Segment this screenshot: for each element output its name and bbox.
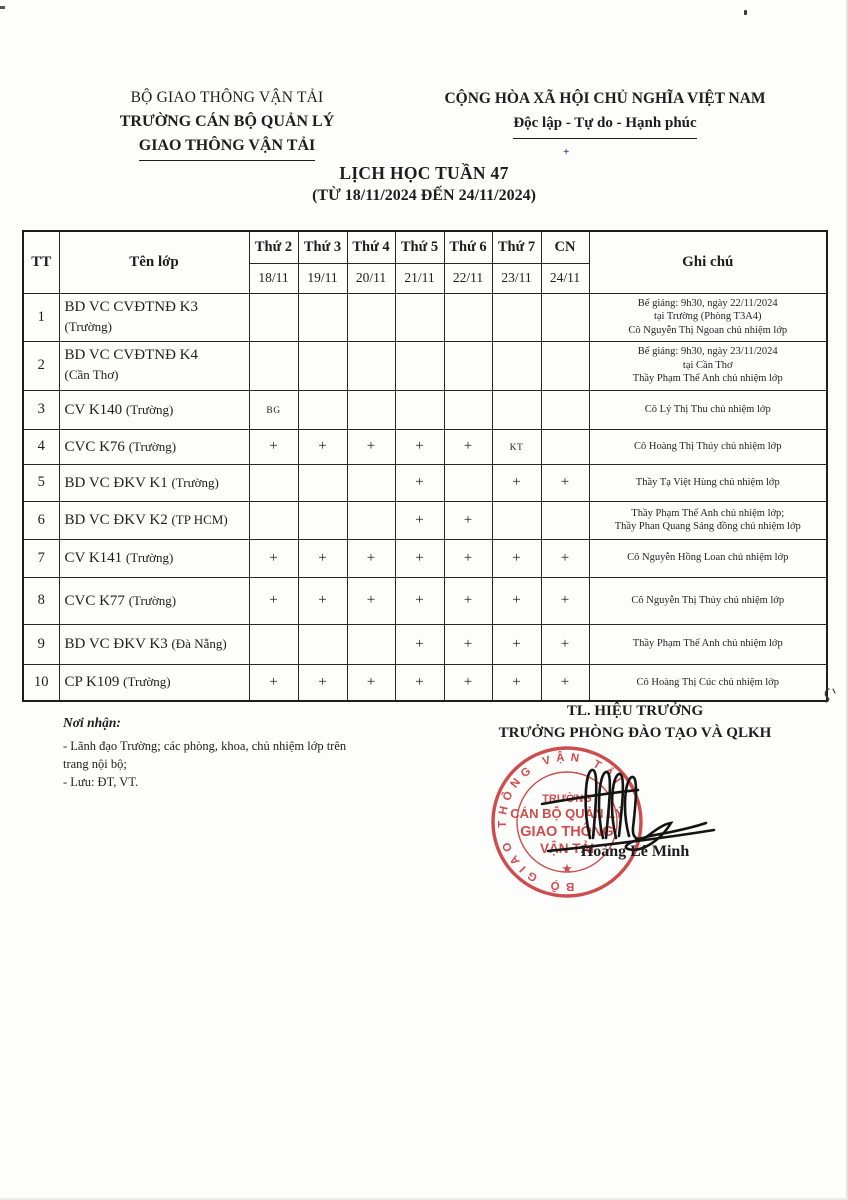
col-header-note: Ghi chú [589,231,827,293]
col-date-mon: 18/11 [249,263,298,293]
class-location: (Trường) [64,318,112,334]
day-cell: + [395,577,444,624]
handwritten-signature [538,752,718,857]
order-cell: 6 [23,501,59,539]
order-cell: 1 [23,293,59,341]
note-line: Thầy Phạm Thế Anh chủ nhiệm lớp [632,638,783,650]
day-cell [541,341,589,390]
note-line: Cô Hoàng Thị Cúc chủ nhiệm lớp [636,676,779,688]
day-cell: + [395,429,444,464]
day-cell: BG [249,390,298,429]
col-header-class: Tên lớp [59,231,249,293]
day-cell [347,464,395,501]
schedule-row [23,664,827,701]
day-cell [298,464,347,501]
col-date-wed: 20/11 [347,263,395,293]
day-cell: + [298,429,347,464]
col-header-day-sat: Thứ 7 [492,231,541,263]
class-location: (Trường) [123,674,171,690]
day-cell: + [347,429,395,464]
col-date-tue: 19/11 [298,263,347,293]
day-cell [395,341,444,390]
class-code: CV K141 [64,550,123,566]
order-cell: 3 [23,390,59,429]
note-line: Cô Lý Thị Thu chủ nhiệm lớp [644,403,771,415]
day-cell: + [444,429,492,464]
order-cell: 10 [23,664,59,701]
col-header-day-wed: Thứ 4 [347,231,395,263]
recipients-block [63,715,393,791]
order-cell: 5 [23,464,59,501]
day-cell: + [395,539,444,577]
note-line: Cô Nguyễn Thị Thủy chủ nhiệm lớp [631,594,785,606]
recipients-line: - Lưu: ĐT, VT. [63,775,139,789]
day-cell [347,501,395,539]
day-cell: + [492,624,541,664]
title-line2: (TỪ 18/11/2024 ĐẾN 24/11/2024) [312,187,536,204]
document-title [0,163,848,205]
day-cell [444,293,492,341]
order-cell: 4 [23,429,59,464]
day-cell [492,501,541,539]
class-name-cell [59,539,249,577]
sign-title-line1: TL. HIỆU TRƯỞNG [566,703,704,719]
day-cell: + [541,539,589,577]
class-location: (TP HCM) [171,512,228,527]
schedule-row [23,390,827,429]
day-cell [249,501,298,539]
note-cell [589,624,827,664]
class-code: BD VC CVĐTNĐ K4 [64,347,198,363]
day-cell: + [249,429,298,464]
day-cell [444,341,492,390]
day-cell [492,390,541,429]
day-cell: + [395,464,444,501]
day-cell: + [492,577,541,624]
class-name-cell [59,577,249,624]
day-cell: + [395,501,444,539]
stamp-center-line1: TRƯỜNG [542,793,592,805]
schedule-row [23,341,827,390]
schedule-table [22,230,828,702]
day-cell [249,293,298,341]
class-location: (Trường) [128,438,177,454]
class-location: (Cần Thơ) [64,367,119,382]
schedule-row [23,464,827,501]
class-code: CV K140 [64,401,123,418]
schedule-row [23,293,827,341]
org-school-line2: GIAO THÔNG VẬN TẢI [58,134,396,161]
day-cell [347,624,395,664]
note-line: Cô Nguyễn Hồng Loan chủ nhiệm lớp [627,552,789,564]
national-title: CỘNG HÒA XÃ HỘI CHỦ NGHĨA VIỆT NAM [444,90,766,107]
org-school-line1: TRƯỜNG CÁN BỘ QUẢN LÝ [119,113,335,130]
day-cell: + [444,539,492,577]
note-cell [589,539,827,577]
class-code: BD VC ĐKV K2 [64,512,168,528]
class-location: (Trường) [125,401,174,417]
col-date-fri: 22/11 [444,263,492,293]
org-ministry: BỘ GIAO THÔNG VẬN TẢI [130,89,324,106]
day-cell [347,293,395,341]
col-header-day-tue: Thứ 3 [298,231,347,263]
day-cell [298,501,347,539]
day-cell [492,341,541,390]
day-cell: + [444,577,492,624]
day-cell: + [249,539,298,577]
day-cell: + [541,464,589,501]
day-cell [492,293,541,341]
day-cell: + [541,624,589,664]
recipients-line: trang nội bộ; [63,757,127,771]
stamp-center-line4: VẬN TẢI [540,841,594,856]
day-cell: + [492,664,541,701]
note-cell [589,293,827,341]
day-cell: + [249,577,298,624]
note-line: tại Trường (Phòng T3A4) [653,311,762,323]
note-cell [589,390,827,429]
schedule-row [23,624,827,664]
class-name-cell [59,501,249,539]
class-location: (Đà Nẵng) [171,636,227,651]
day-cell: + [395,664,444,701]
class-code: BD VC CVĐTNĐ K3 [64,298,198,315]
day-cell: + [298,539,347,577]
signature-title-block [440,703,830,742]
note-cell [589,577,827,624]
day-cell: + [298,664,347,701]
class-name-cell [59,390,249,429]
note-line: Bế giảng: 9h30, ngày 23/11/2024 [637,346,778,358]
day-cell: KT [492,429,541,464]
day-cell: + [347,664,395,701]
issuing-org-block [58,86,396,161]
day-cell: + [444,501,492,539]
col-header-day-fri: Thứ 6 [444,231,492,263]
day-cell [444,390,492,429]
class-location: (Trường) [171,474,219,490]
stamp-star-icon: ★ [561,861,573,876]
order-cell: 9 [23,624,59,664]
recipients-label: Nơi nhận: [63,715,121,730]
class-name-cell [59,429,249,464]
national-motto: Độc lập - Tự do - Hạnh phúc [415,111,795,139]
day-cell [541,501,589,539]
title-line1: LỊCH HỌC TUẦN 47 [339,163,509,183]
col-date-thu: 21/11 [395,263,444,293]
day-cell [298,293,347,341]
day-cell: + [492,539,541,577]
scan-speck [0,6,5,9]
day-cell [347,341,395,390]
schedule-row [23,577,827,624]
class-name-cell [59,341,249,390]
day-cell: + [395,624,444,664]
day-cell: + [347,577,395,624]
pen-mark: + [563,146,570,158]
day-cell [298,624,347,664]
day-cell [541,429,589,464]
note-line: Thầy Phạm Thế Anh chủ nhiệm lớp; [631,507,785,519]
col-date-sat: 23/11 [492,263,541,293]
class-location: (Trường) [125,550,174,565]
schedule-row [23,501,827,539]
schedule-row [23,429,827,464]
col-date-sun: 24/11 [541,263,589,293]
col-header-day-mon: Thứ 2 [249,231,298,263]
day-cell: + [444,624,492,664]
note-cell [589,664,827,701]
day-cell: + [347,539,395,577]
day-cell [298,390,347,429]
day-cell: + [249,664,298,701]
note-cell [589,501,827,539]
day-cell [395,293,444,341]
day-cell: + [541,577,589,624]
day-cell [249,624,298,664]
note-line: Thầy Phan Quang Sáng đồng chủ nhiệm lớp [614,521,801,532]
day-cell: + [298,577,347,624]
day-cell [541,293,589,341]
col-header-day-thu: Thứ 5 [395,231,444,263]
day-cell [347,390,395,429]
schedule-row [23,539,827,577]
class-code: CP K109 [64,674,120,691]
stamp-ring-text: BỘ GIAO THÔNG VẬN TẢI [496,751,626,893]
note-line: tại Cần Thơ [682,359,733,371]
day-cell [249,464,298,501]
class-code: BD VC ĐKV K3 [64,636,168,652]
recipients-line: - Lãnh đạo Trường; các phòng, khoa, chủ nhiệm lớp trên [63,739,347,753]
sign-title-line2: TRƯỞNG PHÒNG ĐÀO TẠO VÀ QLKH [498,725,772,741]
order-cell: 8 [23,577,59,624]
note-cell [589,429,827,464]
order-cell: 7 [23,539,59,577]
class-code: BD VC ĐKV K1 [64,474,168,491]
class-name-cell [59,664,249,701]
order-cell: 2 [23,341,59,390]
stamp-center-line3: GIAO THÔNG [520,824,614,840]
note-line: Cô Hoàng Thị Thúy chủ nhiệm lớp [634,440,782,452]
class-location: (Trường) [128,592,177,608]
scan-speck [744,10,747,15]
day-cell [249,341,298,390]
day-cell [444,464,492,501]
note-line: Cô Nguyễn Thị Ngoan chủ nhiệm lớp [628,324,788,336]
day-cell: + [492,464,541,501]
signer-name: Hoàng Lê Minh [580,843,690,860]
day-cell [541,390,589,429]
col-header-tt: TT [23,231,59,293]
day-cell [395,390,444,429]
class-code: CVC K77 [64,592,125,609]
national-motto-block [415,86,795,139]
note-line: Thầy Tạ Việt Hùng chủ nhiệm lớp [635,476,780,488]
note-cell [589,464,827,501]
day-cell [298,341,347,390]
day-cell: + [541,664,589,701]
note-cell [589,341,827,390]
note-line: Bế giảng: 9h30, ngày 22/11/2024 [637,297,778,309]
pen-squiggle [820,686,842,704]
class-name-cell [59,293,249,341]
class-name-cell [59,624,249,664]
class-code: CVC K76 [64,438,125,455]
stamp-center-line2: CÁN BỘ QUẢN LÝ [510,806,624,821]
class-name-cell [59,464,249,501]
col-header-day-sun: CN [541,231,589,263]
note-line: Thầy Phạm Thế Anh chủ nhiệm lớp [632,373,783,385]
day-cell: + [444,664,492,701]
